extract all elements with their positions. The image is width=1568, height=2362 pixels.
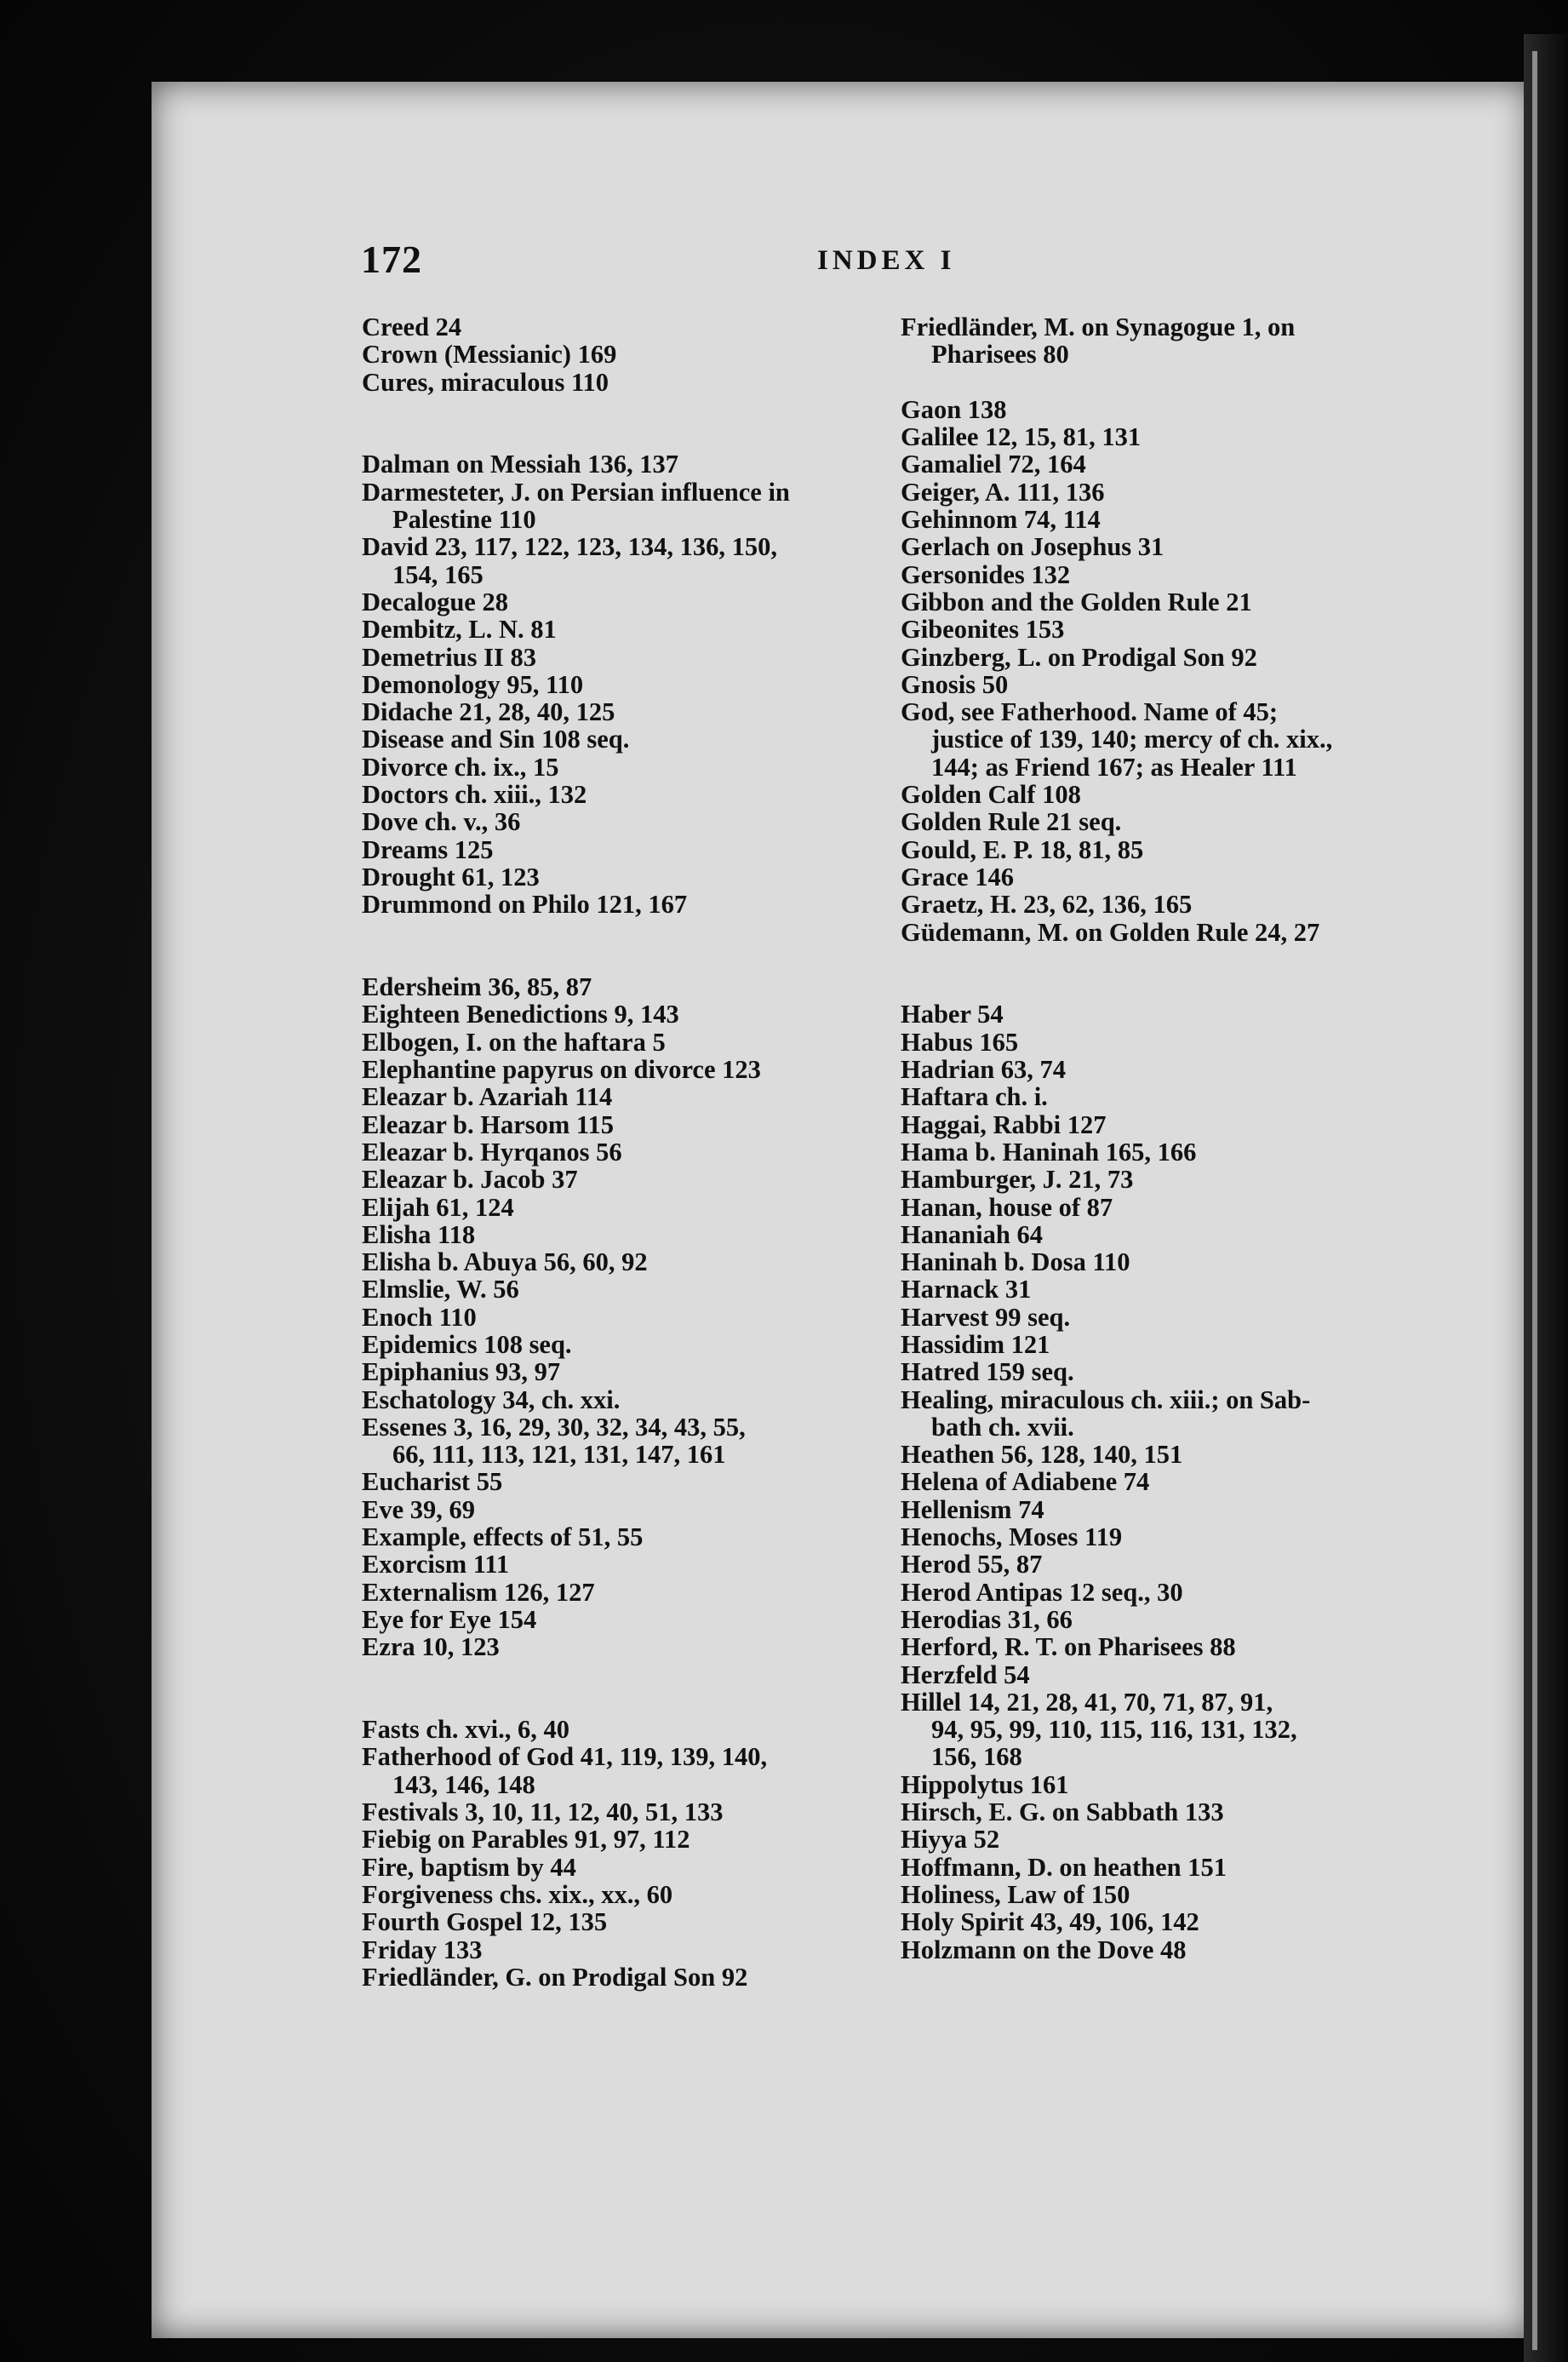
index-line: Doctors ch. xiii., 132 [362, 780, 587, 810]
index-line: Essenes 3, 16, 29, 30, 32, 34, 43, 55, [362, 1412, 746, 1442]
section-gap [362, 919, 873, 946]
index-line: Epiphanius 93, 97 [362, 1357, 561, 1387]
index-line: Crown (Messianic) 169 [362, 340, 617, 370]
index-line: Drought 61, 123 [362, 862, 540, 891]
index-line: Güdemann, M. on Golden Rule 24, 27 [901, 917, 1320, 947]
index-line: Dembitz, L. N. 81 [362, 615, 557, 645]
index-line: Haggai, Rabbi 127 [901, 1109, 1107, 1139]
index-line: Eye for Eye 154 [362, 1604, 537, 1634]
index-line: Gaon 138 [901, 394, 1007, 424]
index-line: Hellenism 74 [901, 1494, 1044, 1524]
section-gap [362, 423, 873, 450]
index-line: Divorce ch. ix., 15 [362, 752, 559, 782]
index-line: Grace 146 [901, 862, 1014, 891]
index-line: Externalism 126, 127 [362, 1577, 595, 1607]
index-line: Herzfeld 54 [901, 1660, 1030, 1689]
index-line: Fourth Gospel 12, 135 [362, 1907, 608, 1937]
index-line: Elisha b. Abuya 56, 60, 92 [362, 1247, 648, 1277]
index-line: 94, 95, 99, 110, 115, 116, 131, 132, [931, 1715, 1297, 1745]
index-line: Hippolytus 161 [901, 1769, 1069, 1799]
index-line: Hanan, house of 87 [901, 1192, 1113, 1222]
index-line: Friday 133 [362, 1935, 483, 1964]
index-line: bath ch. xvii. [931, 1412, 1074, 1442]
index-line: Hadrian 63, 74 [901, 1055, 1067, 1085]
index-line: Cures, miraculous 110 [362, 367, 609, 397]
index-line: Friedländer, M. on Synagogue 1, on [901, 312, 1296, 341]
index-line: Epidemics 108 seq. [362, 1329, 572, 1359]
index-line: Drummond on Philo 121, 167 [362, 890, 688, 920]
index-line: Elmslie, W. 56 [362, 1275, 519, 1304]
index-line: David 23, 117, 122, 123, 134, 136, 150, [362, 532, 778, 562]
index-line: Eleazar b. Azariah 114 [362, 1082, 613, 1112]
index-line: Eschatology 34, ch. xxi. [362, 1385, 621, 1414]
index-line: Holy Spirit 43, 49, 106, 142 [901, 1907, 1199, 1937]
next-page-edge [1524, 34, 1568, 2362]
index-line: Herod Antipas 12 seq., 30 [901, 1577, 1183, 1607]
index-line: Hillel 14, 21, 28, 41, 70, 71, 87, 91, [901, 1687, 1273, 1717]
index-line: Dove ch. v., 36 [362, 807, 521, 837]
index-line: Darmesteter, J. on Persian influence in [362, 477, 790, 507]
index-line: God, see Fatherhood. Name of 45; [901, 697, 1279, 727]
index-line: Healing, miraculous ch. xiii.; on Sab- [901, 1385, 1311, 1414]
running-head: INDEX I [817, 245, 956, 276]
index-line: Heathen 56, 128, 140, 151 [901, 1440, 1183, 1470]
index-line: Pharisees 80 [931, 340, 1069, 370]
index-line: Fire, baptism by 44 [362, 1852, 576, 1882]
index-line: Eighteen Benedictions 9, 143 [362, 1000, 679, 1029]
section-gap [362, 396, 873, 423]
index-line: Henochs, Moses 119 [901, 1522, 1123, 1552]
index-line: Example, effects of 51, 55 [362, 1522, 644, 1552]
index-line: Holzmann on the Dove 48 [901, 1935, 1187, 1964]
index-line: Eucharist 55 [362, 1467, 503, 1497]
index-line: Enoch 110 [362, 1302, 477, 1332]
index-line: 144; as Friend 167; as Healer 111 [931, 752, 1297, 782]
index-line: Gerlach on Josephus 31 [901, 532, 1165, 562]
index-line: Festivals 3, 10, 11, 12, 40, 51, 133 [362, 1797, 724, 1827]
index-line: Demonology 95, 110 [362, 669, 584, 699]
index-line: Hatred 159 seq. [901, 1357, 1074, 1387]
index-line: Haninah b. Dosa 110 [901, 1247, 1130, 1277]
index-line: Harnack 31 [901, 1275, 1032, 1304]
index-line: Eleazar b. Hyrqanos 56 [362, 1137, 622, 1167]
index-line: Hiyya 52 [901, 1825, 1000, 1855]
index-line: Eleazar b. Harsom 115 [362, 1109, 614, 1139]
index-line: Habus 165 [901, 1027, 1019, 1057]
index-line: Disease and Sin 108 seq. [362, 725, 630, 754]
index-line: Didache 21, 28, 40, 125 [362, 697, 615, 727]
index-line: 156, 168 [931, 1742, 1022, 1772]
index-line: Haber 54 [901, 1000, 1004, 1029]
index-line: 143, 146, 148 [392, 1769, 535, 1799]
index-line: Ginzberg, L. on Prodigal Son 92 [901, 642, 1257, 672]
index-line: 66, 111, 113, 121, 131, 147, 161 [392, 1440, 726, 1470]
index-line: Gould, E. P. 18, 81, 85 [901, 834, 1144, 864]
index-line: Creed 24 [362, 312, 462, 341]
index-line: Hama b. Haninah 165, 166 [901, 1137, 1197, 1167]
index-line: Fiebig on Parables 91, 97, 112 [362, 1825, 690, 1855]
index-line: Galilee 12, 15, 81, 131 [901, 422, 1142, 452]
index-line: Hassidim 121 [901, 1329, 1050, 1359]
index-line: Demetrius II 83 [362, 642, 536, 672]
index-line: Haftara ch. i. [901, 1082, 1048, 1112]
index-line: Holiness, Law of 150 [901, 1879, 1130, 1909]
index-line: 154, 165 [392, 559, 484, 589]
index-line: Graetz, H. 23, 62, 136, 165 [901, 890, 1193, 920]
index-line: Dreams 125 [362, 834, 494, 864]
section-gap [362, 946, 873, 973]
index-line: Gnosis 50 [901, 669, 1009, 699]
page-number: 172 [361, 238, 422, 281]
index-line: Geiger, A. 111, 136 [901, 477, 1105, 507]
index-line: Helena of Adiabene 74 [901, 1467, 1150, 1497]
section-gap [362, 1688, 873, 1716]
index-line: Hamburger, J. 21, 73 [901, 1165, 1134, 1195]
index-line: Golden Calf 108 [901, 780, 1081, 810]
index-line: Gibbon and the Golden Rule 21 [901, 587, 1252, 616]
index-line: Dalman on Messiah 136, 137 [362, 450, 678, 479]
index-line: Golden Rule 21 seq. [901, 807, 1122, 837]
index-line: Eleazar b. Jacob 37 [362, 1165, 578, 1195]
page-edge-line [1532, 51, 1537, 2350]
index-line: Forgiveness chs. xix., xx., 60 [362, 1879, 673, 1909]
section-gap [901, 946, 1411, 973]
section-gap [362, 1661, 873, 1688]
index-line: Eve 39, 69 [362, 1494, 476, 1524]
section-gap [901, 973, 1411, 1000]
index-line: Decalogue 28 [362, 587, 508, 616]
index-line: Herodias 31, 66 [901, 1604, 1073, 1634]
index-line: Fatherhood of God 41, 119, 139, 140, [362, 1742, 768, 1772]
index-line: Hananiah 64 [901, 1219, 1043, 1249]
index-line: justice of 139, 140; mercy of ch. xix., [931, 725, 1333, 754]
index-line: Elbogen, I. on the haftara 5 [362, 1027, 666, 1057]
index-column-right [901, 313, 1411, 1964]
section-gap [901, 369, 1411, 396]
index-column-left [362, 313, 873, 1991]
index-line: Edersheim 36, 85, 87 [362, 972, 592, 1002]
index-line: Herod 55, 87 [901, 1550, 1043, 1579]
index-line: Gehinnom 74, 114 [901, 505, 1101, 535]
index-line: Exorcism 111 [362, 1550, 510, 1579]
index-line: Hoffmann, D. on heathen 151 [901, 1852, 1227, 1882]
index-line: Herford, R. T. on Pharisees 88 [901, 1632, 1236, 1662]
index-line: Elephantine papyrus on divorce 123 [362, 1055, 761, 1085]
index-line: Harvest 99 seq. [901, 1302, 1071, 1332]
index-line: Friedländer, G. on Prodigal Son 92 [362, 1962, 748, 1992]
index-line: Gersonides 132 [901, 559, 1071, 589]
index-line: Gamaliel 72, 164 [901, 450, 1086, 479]
index-line: Hirsch, E. G. on Sabbath 133 [901, 1797, 1224, 1827]
index-line: Elijah 61, 124 [362, 1192, 514, 1222]
index-line: Gibeonites 153 [901, 615, 1065, 645]
index-line: Ezra 10, 123 [362, 1632, 500, 1662]
index-line: Fasts ch. xvi., 6, 40 [362, 1715, 569, 1745]
index-line: Elisha 118 [362, 1219, 476, 1249]
index-line: Palestine 110 [392, 505, 536, 535]
